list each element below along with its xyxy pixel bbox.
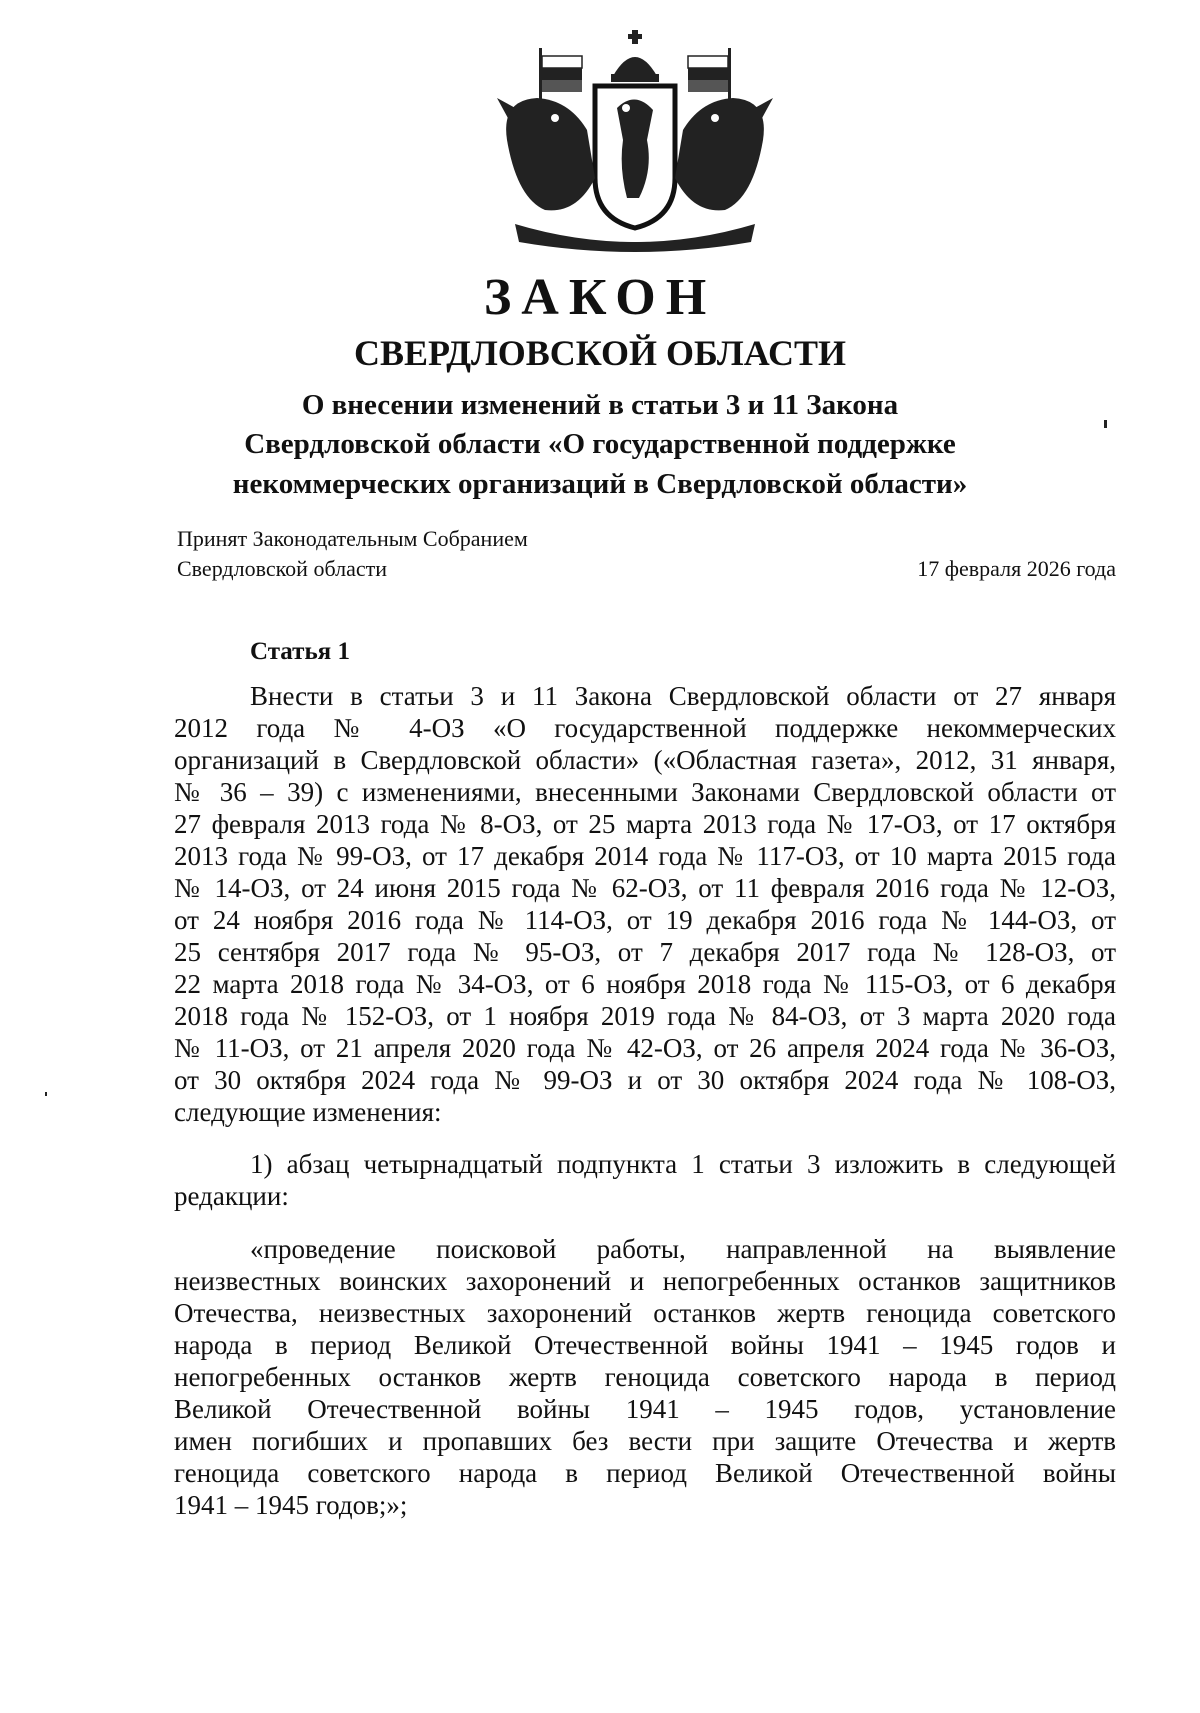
adoption-line: Свердловской области [177,555,387,581]
article-title: Статья 1 [250,638,350,665]
text-line: «проведение поисковой работы, направленной на выявление [250,1234,1116,1264]
text-line: № 11-ОЗ, от 21 апреля 2020 года № 42-ОЗ, от 26 апреля 2024 года № 36-ОЗ, [174,1033,1116,1063]
text-line: 1) абзац четырнадцатый подпункта 1 статьи 3 изложить в следующей [250,1149,1116,1179]
right-griffin-icon [675,98,773,210]
text-line: Отечества, неизвестных захоронений останков жертв геноцида советского [174,1298,1116,1328]
region-title: СВЕРДЛОВСКОЙ ОБЛАСТИ [354,333,846,373]
article-paragraph-1 [174,680,1116,1128]
law-subject [190,386,1010,504]
text-line: 25 сентября 2017 года № 95-ОЗ, от 7 декабря 2017 года № 128-ОЗ, от [174,937,1116,967]
text-line: 27 февраля 2013 года № 8-ОЗ, от 25 марта 2013 года № 17-ОЗ, от 17 октября [174,809,1116,839]
scan-speck [1104,420,1107,428]
text-line: неизвестных воинских захоронений и непогребенных останков защитников [174,1266,1116,1296]
scan-speck [45,1092,47,1096]
text-line: 2012 года № 4-ОЗ «О государственной поддержке некоммерческих [174,713,1116,743]
text-line: следующие изменения: [174,1097,442,1127]
adoption-note [177,524,528,584]
adoption-line: Принят Законодательным Собранием [177,526,528,551]
text-line: редакции: [174,1181,289,1211]
text-line: народа в период Великой Отечественной войны 1941 – 1945 годов и [174,1330,1116,1360]
text-line: № 36 – 39) с изменениями, внесенными Законами Свердловской области от [174,777,1116,807]
text-line: непогребенных останков жертв геноцида советского народа в период [174,1362,1116,1392]
text-line: геноцида советского народа в период Великой Отечественной войны [174,1458,1116,1488]
article-paragraph-2 [174,1148,1116,1212]
text-line: имен погибших и пропавших без вести при защите Отечества и жертв [174,1426,1116,1456]
subject-line: некоммерческих организаций в Свердловской области» [232,467,968,500]
text-line: от 24 ноября 2016 года № 114-ОЗ, от 19 декабря 2016 года № 144-ОЗ, от [174,905,1116,935]
text-line: от 30 октября 2024 года № 99-ОЗ и от 30 октября 2024 года № 108-ОЗ, [174,1065,1116,1095]
text-line: 2013 года № 99-ОЗ, от 17 декабря 2014 года № 117-ОЗ, от 10 марта 2015 года [174,841,1116,871]
crown-icon [611,30,659,82]
text-line: Великой Отечественной войны 1941 – 1945 годов, установление [174,1394,1116,1424]
text-line: Внести в статьи 3 и 11 Закона Свердловской области от 27 января [250,681,1116,711]
text-line: организаций в Свердловской области» («Областная газета», 2012, 31 января, [174,745,1116,775]
subject-line: О внесении изменений в статьи 3 и 11 Закона [301,389,899,421]
adoption-date: 17 февраля 2026 года [917,556,1116,581]
text-line: № 14-ОЗ, от 24 июня 2015 года № 62-ОЗ, от 11 февраля 2016 года № 12-ОЗ, [174,873,1116,903]
left-griffin-icon [497,98,595,210]
law-title: ЗАКОН [483,269,717,326]
article-paragraph-3 [174,1233,1116,1521]
subject-line: Свердловской области «О государственной поддержке [244,428,956,461]
text-line: 1941 – 1945 годов;»; [174,1490,408,1520]
shield-icon [595,86,675,228]
coat-of-arms-icon [495,28,775,258]
text-line: 2018 года № 152-ОЗ, от 1 ноября 2019 года № 84-ОЗ, от 3 марта 2020 года [174,1001,1116,1031]
text-line: 22 марта 2018 года № 34-ОЗ, от 6 ноября 2018 года № 115-ОЗ, от 6 декабря [174,969,1116,999]
